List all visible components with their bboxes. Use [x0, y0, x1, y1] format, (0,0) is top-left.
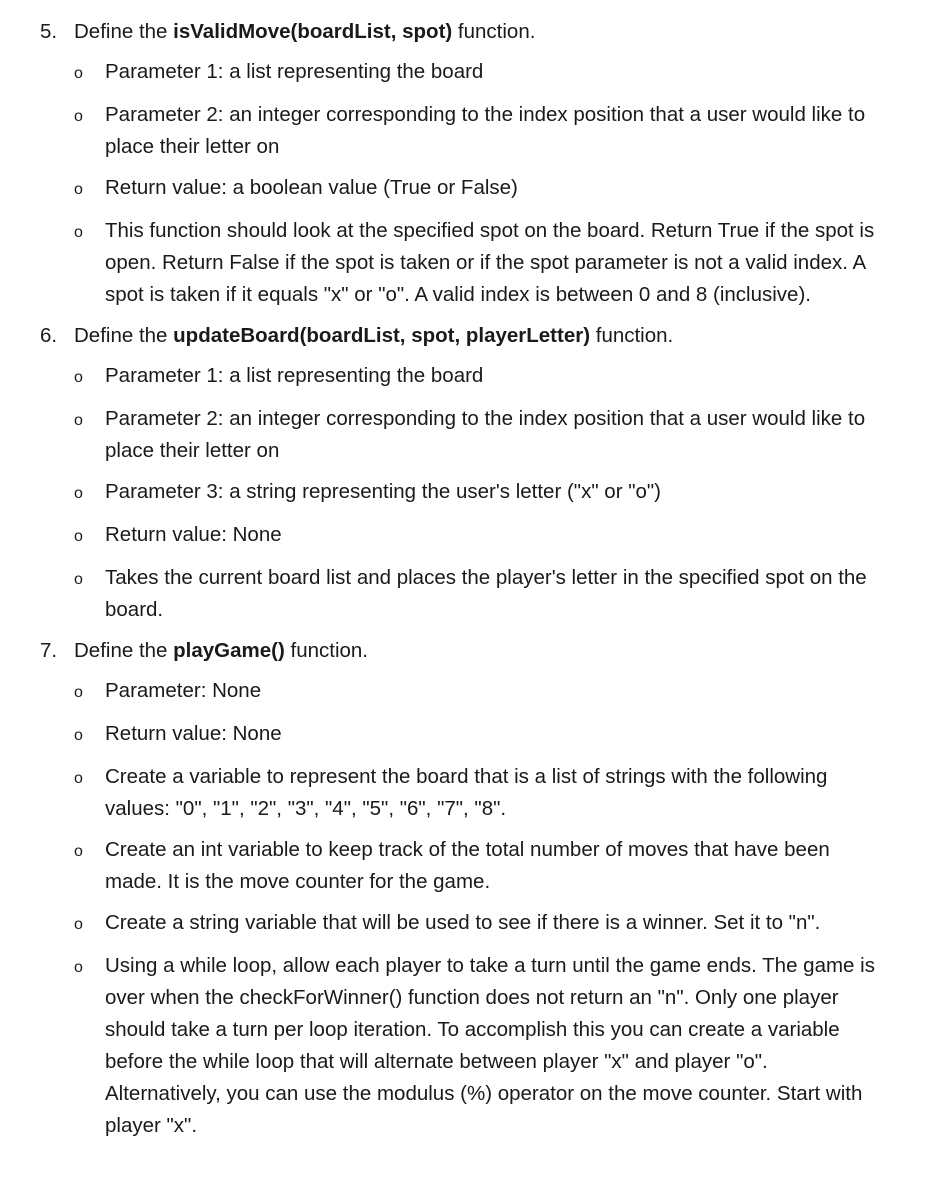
step-number: 5.	[40, 20, 58, 43]
list-item: o Create a string variable that will be used to see if there is a winner. Set it to "n".	[74, 907, 896, 941]
list-item: o Parameter 2: an integer corresponding to the index position that a user would like to place their letter on	[74, 99, 896, 163]
step-suffix: function.	[452, 20, 536, 43]
list-item: o Using a while loop, allow each player to take a turn until the game ends. The game is over when the checkForWinner() function does not return an "n". Only one player should take a turn per loop iteration. To accomplish this you can create a variable before the while loop that will alternate between player "x" and player "o". Alternatively, you can use the modulus (%) operator on the move counter. Start with player "x".	[74, 950, 896, 1142]
list-item: o Return value: a boolean value (True or False)	[74, 172, 896, 206]
bullet-icon: o	[74, 571, 83, 588]
step-7	[40, 635, 896, 1142]
list-item: o Parameter 2: an integer corresponding to the index position that a user would like to place their letter on	[74, 403, 896, 467]
bullet-icon: o	[74, 65, 83, 82]
bullet-icon: o	[74, 412, 83, 429]
bullet-icon: o	[74, 916, 83, 933]
bullet-list	[40, 675, 896, 1142]
step-number: 7.	[40, 639, 58, 662]
list-item: o Parameter 3: a string representing the user's letter ("x" or "o")	[74, 476, 896, 510]
list-item: o Create a variable to represent the board that is a list of strings with the following values: "0", "1", "2", "3", "4", "5", "6", "7", "8".	[74, 761, 896, 825]
bullet-icon: o	[74, 843, 83, 860]
step-prefix: Define the	[74, 20, 174, 43]
step-heading	[40, 635, 896, 667]
bullet-icon: o	[74, 108, 83, 125]
step-number: 6.	[40, 324, 58, 347]
list-item: o Return value: None	[74, 718, 896, 752]
list-item: o Parameter: None	[74, 675, 896, 709]
list-item: o Parameter 1: a list representing the board	[74, 360, 896, 394]
bullet-icon: o	[74, 485, 83, 502]
function-name: isValidMove(boardList, spot)	[173, 20, 453, 43]
step-suffix: function.	[590, 324, 674, 347]
bullet-list	[40, 360, 896, 626]
list-item: o Takes the current board list and places the player's letter in the specified spot on the board.	[74, 562, 896, 626]
step-prefix: Define the	[74, 639, 174, 662]
list-item: o Create an int variable to keep track of the total number of moves that have been made. It is the move counter for the game.	[74, 834, 896, 898]
step-prefix: Define the	[74, 324, 174, 347]
bullet-icon: o	[74, 224, 83, 241]
step-heading	[40, 16, 896, 48]
bullet-icon: o	[74, 181, 83, 198]
function-name: updateBoard(boardList, spot, playerLetter)	[173, 324, 591, 347]
list-item: o Return value: None	[74, 519, 896, 553]
step-suffix: function.	[284, 639, 369, 662]
step-6	[40, 320, 896, 626]
bullet-icon: o	[74, 684, 83, 701]
bullet-icon: o	[74, 528, 83, 545]
bullet-icon: o	[74, 727, 83, 744]
step-5	[40, 16, 896, 311]
list-item: o Parameter 1: a list representing the board	[74, 56, 896, 90]
bullet-icon: o	[74, 959, 83, 976]
bullet-icon: o	[74, 770, 83, 787]
bullet-list	[40, 56, 896, 311]
bullet-icon: o	[74, 369, 83, 386]
function-name: playGame()	[173, 639, 285, 662]
step-heading	[40, 320, 896, 352]
list-item: o This function should look at the specified spot on the board. Return True if the spot is open. Return False if the spot is taken or if the spot parameter is not a valid index. A spot is taken if it equals "x" or "o". A valid index is between 0 and 8 (inclusive).	[74, 215, 896, 311]
